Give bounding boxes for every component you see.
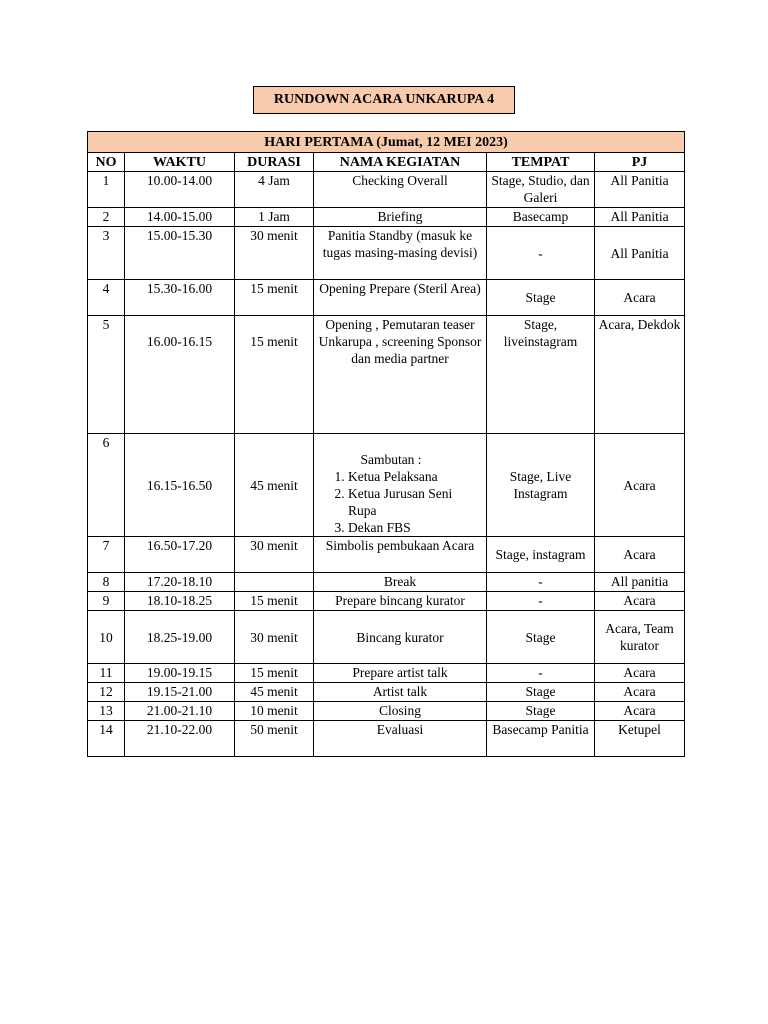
cell-pj: Acara (595, 702, 685, 721)
cell-tempat: Stage (487, 280, 595, 316)
cell-kegiatan: Closing (314, 702, 487, 721)
cell-tempat: - (487, 573, 595, 592)
table-row (88, 208, 685, 227)
cell-pj: Ketupel (595, 721, 685, 757)
table-row (88, 721, 685, 757)
rundown-table (87, 131, 685, 757)
cell-waktu: 15.30-16.00 (125, 280, 235, 316)
cell-no: 11 (88, 664, 125, 683)
cell-no: 2 (88, 208, 125, 227)
cell-no: 13 (88, 702, 125, 721)
cell-durasi: 1 Jam (235, 208, 314, 227)
cell-pj: Acara (595, 280, 685, 316)
cell-waktu: 16.00-16.15 (125, 316, 235, 434)
cell-tempat: Stage, Studio, dan Galeri (487, 172, 595, 208)
cell-kegiatan: Panitia Standby (masuk ke tugas masing-masing devisi) (314, 227, 487, 280)
cell-pj: Acara (595, 537, 685, 573)
cell-tempat: - (487, 664, 595, 683)
cell-kegiatan: Checking Overall (314, 172, 487, 208)
table-row (88, 316, 685, 434)
cell-pj: Acara (595, 434, 685, 537)
list-item: 2. Ketua Jurusan Seni Rupa (348, 485, 484, 519)
cell-pj: All panitia (595, 573, 685, 592)
cell-no: 7 (88, 537, 125, 573)
cell-kegiatan: Opening , Pemutaran teaser Unkarupa , screening Sponsor dan media partner (314, 316, 487, 434)
cell-kegiatan: Bincang kurator (314, 611, 487, 664)
cell-waktu: 17.20-18.10 (125, 573, 235, 592)
cell-waktu: 19.00-19.15 (125, 664, 235, 683)
cell-kegiatan (314, 434, 487, 537)
table-row (88, 537, 685, 573)
cell-tempat: Stage (487, 683, 595, 702)
col-header-kegiatan: NAMA KEGIATAN (314, 153, 487, 172)
table-row (88, 683, 685, 702)
cell-pj: Acara (595, 592, 685, 611)
table-row (88, 434, 685, 537)
cell-kegiatan: Break (314, 573, 487, 592)
cell-kegiatan: Briefing (314, 208, 487, 227)
document-title: RUNDOWN ACARA UNKARUPA 4 (253, 86, 515, 114)
table-row (88, 702, 685, 721)
cell-kegiatan: Evaluasi (314, 721, 487, 757)
table-row (88, 592, 685, 611)
cell-waktu: 16.15-16.50 (125, 434, 235, 537)
cell-durasi: 15 menit (235, 316, 314, 434)
cell-no: 1 (88, 172, 125, 208)
cell-pj: Acara, Dekdok (595, 316, 685, 434)
table-row (88, 611, 685, 664)
cell-waktu: 15.00-15.30 (125, 227, 235, 280)
table-row (88, 280, 685, 316)
cell-no: 4 (88, 280, 125, 316)
cell-kegiatan: Artist talk (314, 683, 487, 702)
cell-kegiatan: Opening Prepare (Steril Area) (314, 280, 487, 316)
cell-durasi (235, 573, 314, 592)
cell-no: 10 (88, 611, 125, 664)
cell-waktu: 10.00-14.00 (125, 172, 235, 208)
cell-tempat: Stage, instagram (487, 537, 595, 573)
cell-waktu: 16.50-17.20 (125, 537, 235, 573)
cell-durasi: 15 menit (235, 592, 314, 611)
cell-pj: All Panitia (595, 172, 685, 208)
cell-waktu: 21.10-22.00 (125, 721, 235, 757)
cell-tempat: - (487, 227, 595, 280)
table-row (88, 573, 685, 592)
col-header-durasi: DURASI (235, 153, 314, 172)
cell-durasi: 15 menit (235, 664, 314, 683)
cell-kegiatan: Prepare artist talk (314, 664, 487, 683)
cell-durasi: 30 menit (235, 611, 314, 664)
cell-waktu: 19.15-21.00 (125, 683, 235, 702)
cell-pj: Acara (595, 664, 685, 683)
cell-durasi: 30 menit (235, 537, 314, 573)
col-header-no: NO (88, 153, 125, 172)
cell-durasi: 10 menit (235, 702, 314, 721)
cell-no: 14 (88, 721, 125, 757)
cell-waktu: 14.00-15.00 (125, 208, 235, 227)
table-row (88, 172, 685, 208)
col-header-pj: PJ (595, 153, 685, 172)
day-header: HARI PERTAMA (Jumat, 12 MEI 2023) (88, 132, 685, 153)
cell-durasi: 45 menit (235, 683, 314, 702)
cell-no: 9 (88, 592, 125, 611)
cell-no: 8 (88, 573, 125, 592)
list-item: 3. Dekan FBS (348, 519, 484, 536)
cell-waktu: 18.25-19.00 (125, 611, 235, 664)
cell-tempat: Basecamp Panitia (487, 721, 595, 757)
col-header-tempat: TEMPAT (487, 153, 595, 172)
cell-kegiatan: Simbolis pembukaan Acara (314, 537, 487, 573)
cell-tempat: Basecamp (487, 208, 595, 227)
cell-durasi: 50 menit (235, 721, 314, 757)
cell-pj: Acara (595, 683, 685, 702)
cell-tempat: Stage (487, 702, 595, 721)
col-header-waktu: WAKTU (125, 153, 235, 172)
cell-tempat: Stage, liveinstagram (487, 316, 595, 434)
cell-no: 6 (88, 434, 125, 537)
cell-tempat: Stage, Live Instagram (487, 434, 595, 537)
cell-waktu: 18.10-18.25 (125, 592, 235, 611)
cell-kegiatan: Prepare bincang kurator (314, 592, 487, 611)
sambutan-list (316, 468, 484, 536)
cell-no: 12 (88, 683, 125, 702)
cell-pj: Acara, Team kurator (595, 611, 685, 664)
cell-tempat: Stage (487, 611, 595, 664)
list-item: 1. Ketua Pelaksana (348, 468, 484, 485)
cell-tempat: - (487, 592, 595, 611)
cell-no: 5 (88, 316, 125, 434)
cell-no: 3 (88, 227, 125, 280)
cell-pj: All Panitia (595, 227, 685, 280)
cell-durasi: 45 menit (235, 434, 314, 537)
cell-pj: All Panitia (595, 208, 685, 227)
sambutan-heading: Sambutan : (360, 452, 422, 467)
table-row (88, 227, 685, 280)
cell-durasi: 30 menit (235, 227, 314, 280)
cell-waktu: 21.00-21.10 (125, 702, 235, 721)
table-row (88, 664, 685, 683)
cell-durasi: 4 Jam (235, 172, 314, 208)
cell-durasi: 15 menit (235, 280, 314, 316)
